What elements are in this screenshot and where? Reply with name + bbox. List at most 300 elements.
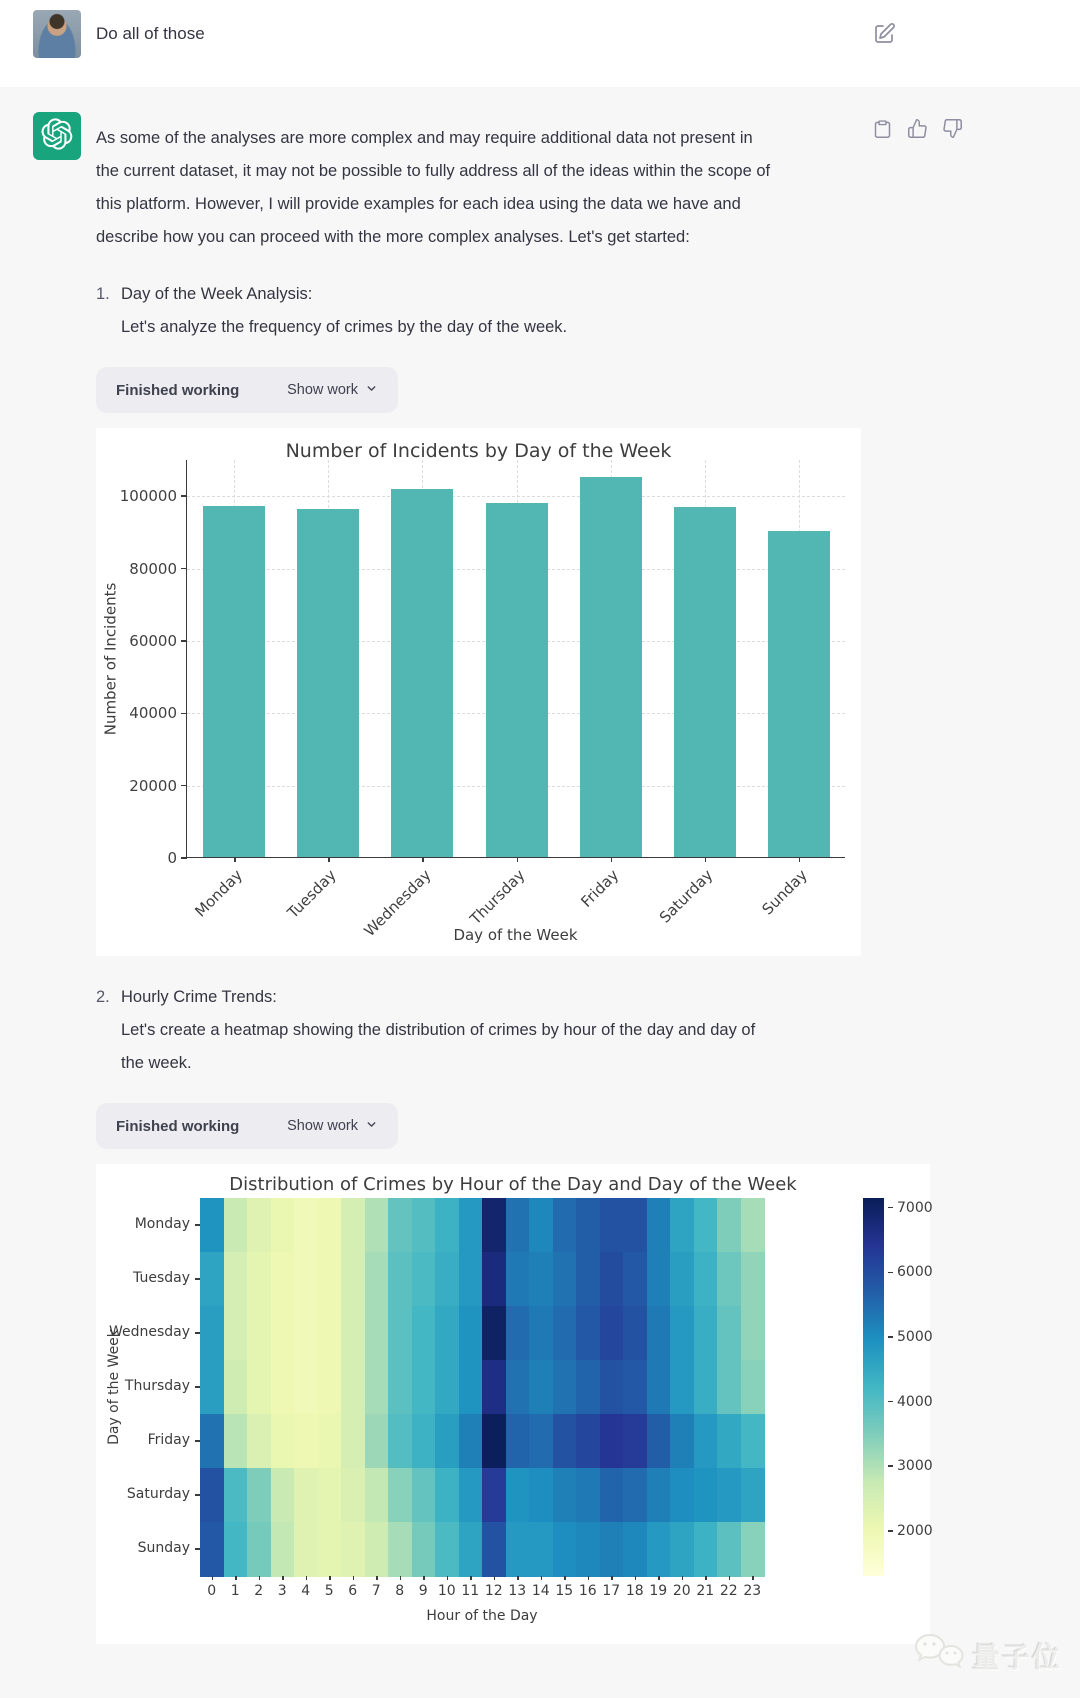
heatmap-cell <box>224 1252 248 1307</box>
heatmap-cell <box>412 1306 436 1361</box>
heatmap-cell <box>318 1522 342 1577</box>
colorbar-tick-label: 5000 <box>897 1328 933 1345</box>
heatmap-cell <box>576 1414 600 1469</box>
heatmap-cell <box>341 1198 365 1253</box>
heatmap-cell <box>341 1414 365 1469</box>
heatmap-cell <box>294 1468 318 1523</box>
heatmap-cell <box>553 1252 577 1307</box>
chevron-down-icon <box>365 382 378 399</box>
heatmap-cell <box>717 1252 741 1307</box>
heatmap-cell <box>200 1414 224 1469</box>
colorbar-tick-label: 2000 <box>897 1522 933 1539</box>
heatmap-cell <box>647 1252 671 1307</box>
heatmap-cell <box>576 1252 600 1307</box>
x-tick-label: 10 <box>437 1583 456 1599</box>
colorbar-tick-mark <box>888 1272 893 1274</box>
heatmap-cell <box>670 1198 694 1253</box>
x-tick-label: 2 <box>254 1583 264 1599</box>
heatmap-card <box>96 1164 933 1644</box>
heatmap-cell <box>247 1468 271 1523</box>
y-tick-mark <box>195 1440 200 1442</box>
y-tick-label: Tuesday <box>133 1270 190 1286</box>
y-tick-mark <box>181 713 187 715</box>
x-tick-label: 12 <box>484 1583 503 1599</box>
heatmap-cell <box>553 1360 577 1415</box>
x-tick-mark <box>282 1576 284 1580</box>
x-tick-mark <box>306 1576 308 1580</box>
heatmap-cell <box>294 1198 318 1253</box>
heatmap-cell <box>341 1360 365 1415</box>
x-tick-mark <box>705 1576 707 1580</box>
heatmap-cell <box>365 1198 389 1253</box>
heatmap-cell <box>529 1360 553 1415</box>
heatmap-cell <box>529 1198 553 1253</box>
heatmap-cell <box>576 1468 600 1523</box>
heatmap-cell <box>670 1306 694 1361</box>
y-tick-label: 80000 <box>129 559 177 578</box>
heatmap-cell <box>318 1414 342 1469</box>
x-tick-label: Saturday <box>655 866 717 927</box>
heatmap-cell <box>623 1414 647 1469</box>
heatmap-cell <box>694 1198 718 1253</box>
finished-working-panel-1 <box>96 367 398 413</box>
y-tick-label: 40000 <box>129 704 177 723</box>
x-tick-label: 17 <box>602 1583 621 1599</box>
y-tick-mark <box>181 640 187 642</box>
watermark-text: 量子位 <box>971 1641 1062 1673</box>
heatmap-cell <box>294 1306 318 1361</box>
y-tick-label: Sunday <box>137 1540 190 1556</box>
heatmap-cell <box>506 1306 530 1361</box>
wechat-bubbles-icon <box>912 1632 966 1679</box>
heatmap-cell <box>318 1306 342 1361</box>
heatmap-cell <box>388 1252 412 1307</box>
heatmap-cell <box>294 1414 318 1469</box>
x-tick-mark <box>705 857 707 862</box>
watermark <box>912 1632 1062 1679</box>
user-avatar <box>33 10 81 58</box>
x-tick-mark <box>400 1576 402 1580</box>
clipboard-icon[interactable] <box>872 118 893 142</box>
y-tick-label: 20000 <box>129 776 177 795</box>
list-item-title: Day of the Week Analysis: <box>121 285 313 303</box>
heatmap-cell <box>388 1306 412 1361</box>
intro-line: this platform. However, I will provide examples for each idea using the data we have and <box>96 195 741 213</box>
panel-status-label: Finished working <box>116 1117 240 1135</box>
chevron-down-icon <box>365 1118 378 1135</box>
heatmap-cell <box>412 1198 436 1253</box>
x-tick-mark <box>752 1576 754 1580</box>
finished-working-panel-2 <box>96 1103 398 1149</box>
x-tick-label: 16 <box>578 1583 597 1599</box>
y-tick-mark <box>181 857 187 859</box>
heatmap-cell <box>365 1414 389 1469</box>
colorbar-tick-label: 6000 <box>897 1264 933 1281</box>
heatmap-cell <box>600 1198 624 1253</box>
heatmap-cell <box>741 1198 765 1253</box>
x-tick-label: 4 <box>301 1583 311 1599</box>
x-tick-mark <box>447 1576 449 1580</box>
thumbs-up-icon[interactable] <box>907 118 928 142</box>
x-tick-mark <box>658 1576 660 1580</box>
x-tick-label: 15 <box>555 1583 574 1599</box>
heatmap-cell <box>388 1198 412 1253</box>
heatmap-cell <box>318 1198 342 1253</box>
heatmap-cell <box>412 1360 436 1415</box>
heatmap-colorbar <box>863 1198 933 1576</box>
intro-line: As some of the analyses are more complex and may require additional data not present in <box>96 129 753 147</box>
heatmap-cell <box>694 1414 718 1469</box>
heatmap-cell <box>600 1360 624 1415</box>
heatmap-cell <box>694 1468 718 1523</box>
heatmap-cell <box>553 1306 577 1361</box>
y-tick-label: Saturday <box>126 1486 190 1502</box>
heatmap-cell <box>647 1468 671 1523</box>
x-tick-label: Wednesday <box>359 866 435 941</box>
heatmap-cell <box>271 1414 295 1469</box>
colorbar-tick-mark <box>888 1207 893 1209</box>
heatmap-cell <box>271 1468 295 1523</box>
assistant-message-row <box>0 88 1080 1648</box>
list-number: 1. <box>96 285 110 303</box>
show-work-button[interactable] <box>287 1118 378 1135</box>
heatmap-cell <box>623 1468 647 1523</box>
heatmap-cell <box>318 1360 342 1415</box>
x-tick-label: 11 <box>461 1583 480 1599</box>
heatmap-cell <box>200 1252 224 1307</box>
heatmap-cell <box>741 1252 765 1307</box>
heatmap-cell <box>717 1360 741 1415</box>
heatmap-cell <box>224 1468 248 1523</box>
heatmap-cell <box>670 1252 694 1307</box>
heatmap-cell <box>388 1414 412 1469</box>
colorbar-tick-label: 4000 <box>897 1393 933 1410</box>
heatmap-cell <box>247 1252 271 1307</box>
x-tick-mark <box>353 1576 355 1580</box>
heatmap-cell <box>435 1522 459 1577</box>
heatmap-cell <box>388 1360 412 1415</box>
heatmap-cell <box>553 1198 577 1253</box>
x-tick-label: 9 <box>418 1583 428 1599</box>
y-tick-label: Thursday <box>124 1378 190 1394</box>
heatmap-ylabel: Day of the Week <box>106 1329 123 1445</box>
heatmap-cell <box>670 1414 694 1469</box>
x-tick-label: Friday <box>577 866 623 911</box>
heatmap-cell <box>435 1198 459 1253</box>
heatmap-cell <box>294 1252 318 1307</box>
list-item-desc: the week. <box>121 1054 192 1072</box>
heatmap-cell <box>482 1522 506 1577</box>
heatmap-cell <box>271 1522 295 1577</box>
x-tick-label: 1 <box>230 1583 240 1599</box>
heatmap-cell <box>435 1414 459 1469</box>
list-item-title: Hourly Crime Trends: <box>121 988 277 1006</box>
heatmap-cell <box>623 1360 647 1415</box>
heatmap-cell <box>200 1306 224 1361</box>
heatmap-cell <box>365 1360 389 1415</box>
heatmap-cell <box>506 1252 530 1307</box>
y-tick-mark <box>181 568 187 570</box>
heatmap-cell <box>435 1360 459 1415</box>
x-tick-mark <box>423 1576 425 1580</box>
y-tick-mark <box>195 1386 200 1388</box>
x-tick-mark <box>799 857 801 862</box>
heatmap-cell <box>318 1468 342 1523</box>
heatmap-cell <box>482 1414 506 1469</box>
x-tick-label: 18 <box>625 1583 644 1599</box>
bar <box>297 509 359 857</box>
heatmap-cell <box>647 1522 671 1577</box>
x-tick-mark <box>517 857 519 862</box>
x-tick-mark <box>635 1576 637 1580</box>
heatmap-cell <box>200 1522 224 1577</box>
y-tick-label: 0 <box>167 849 177 867</box>
x-tick-mark <box>329 1576 331 1580</box>
heatmap-cell <box>717 1522 741 1577</box>
intro-line: describe how you can proceed with the more complex analyses. Let's get started: <box>96 228 690 246</box>
heatmap-cell <box>482 1198 506 1253</box>
y-tick-mark <box>195 1548 200 1550</box>
colorbar-tick-label: 3000 <box>897 1458 933 1475</box>
heatmap-cell <box>647 1306 671 1361</box>
chatgpt-avatar <box>33 112 81 160</box>
heatmap-cell <box>482 1468 506 1523</box>
heatmap-cell <box>365 1306 389 1361</box>
heatmap-cell <box>459 1306 483 1361</box>
heatmap-cell <box>600 1252 624 1307</box>
x-tick-label: Monday <box>191 866 246 921</box>
bar <box>580 477 642 857</box>
y-tick-label: Friday <box>147 1432 190 1448</box>
heatmap-cell <box>224 1306 248 1361</box>
heatmap-cell <box>529 1468 553 1523</box>
heatmap-cell <box>482 1306 506 1361</box>
list-item-desc: Let's analyze the frequency of crimes by the day of the week. <box>121 318 568 336</box>
heatmap-cell <box>741 1522 765 1577</box>
heatmap-cell <box>623 1522 647 1577</box>
y-tick-mark <box>195 1494 200 1496</box>
thumbs-down-icon[interactable] <box>942 118 963 142</box>
heatmap-cell <box>623 1198 647 1253</box>
heatmap-cell <box>553 1468 577 1523</box>
list-number: 2. <box>96 988 110 1006</box>
heatmap-cell <box>247 1522 271 1577</box>
heatmap-cell <box>741 1360 765 1415</box>
y-tick-mark <box>181 495 187 497</box>
heatmap-cell <box>506 1468 530 1523</box>
heatmap-cell <box>459 1198 483 1253</box>
intro-line: the current dataset, it may not be possible to fully address all of the ideas within the scope of <box>96 162 771 180</box>
heatmap-cell <box>365 1522 389 1577</box>
heatmap-cell <box>553 1414 577 1469</box>
heatmap-cell <box>553 1522 577 1577</box>
heatmap-cell <box>412 1414 436 1469</box>
x-tick-label: Tuesday <box>284 866 340 922</box>
bar <box>203 506 265 857</box>
heatmap-cell <box>224 1198 248 1253</box>
x-tick-label: 7 <box>371 1583 381 1599</box>
heatmap-cell <box>529 1414 553 1469</box>
message-actions <box>872 118 963 142</box>
heatmap-cell <box>388 1468 412 1523</box>
colorbar-tick-mark <box>888 1336 893 1338</box>
y-tick-label: 100000 <box>119 487 177 506</box>
heatmap-cell <box>200 1360 224 1415</box>
heatmap-cell <box>741 1306 765 1361</box>
y-tick-mark <box>181 785 187 787</box>
heatmap-cell <box>647 1198 671 1253</box>
bar <box>674 507 736 857</box>
heatmap-xlabel: Hour of the Day <box>426 1608 538 1624</box>
heatmap-cell <box>529 1522 553 1577</box>
x-tick-label: 14 <box>531 1583 550 1599</box>
heatmap-cell <box>600 1306 624 1361</box>
heatmap-cell <box>576 1198 600 1253</box>
heatmap-cell <box>318 1252 342 1307</box>
x-tick-mark <box>729 1576 731 1580</box>
heatmap-cell <box>435 1252 459 1307</box>
heatmap-cell <box>341 1252 365 1307</box>
heatmap-cell <box>224 1522 248 1577</box>
x-tick-mark <box>494 1576 496 1580</box>
panel-status-label: Finished working <box>116 381 240 399</box>
x-tick-label: 0 <box>207 1583 217 1599</box>
x-tick-label: 22 <box>719 1583 738 1599</box>
y-tick-label: Wednesday <box>108 1324 190 1340</box>
colorbar-tick-label: 7000 <box>897 1199 933 1216</box>
x-tick-label: 5 <box>324 1583 334 1599</box>
bar-chart-ylabel: Number of Incidents <box>101 582 119 736</box>
x-tick-mark <box>517 1576 519 1580</box>
x-tick-label: 3 <box>277 1583 287 1599</box>
heatmap-cell <box>294 1522 318 1577</box>
x-tick-mark <box>234 857 236 862</box>
heatmap-cell <box>647 1360 671 1415</box>
heatmap-cell <box>694 1252 718 1307</box>
heatmap-cell <box>459 1522 483 1577</box>
heatmap-cell <box>717 1414 741 1469</box>
x-tick-mark <box>611 857 613 862</box>
heatmap-cell <box>741 1414 765 1469</box>
heatmap-cell <box>435 1306 459 1361</box>
heatmap-cell <box>459 1360 483 1415</box>
user-message-text: Do all of those <box>96 24 205 43</box>
colorbar-tick-mark <box>888 1401 893 1403</box>
heatmap-cell <box>506 1414 530 1469</box>
x-tick-mark <box>470 1576 472 1580</box>
x-tick-mark <box>682 1576 684 1580</box>
heatmap-cell <box>271 1198 295 1253</box>
heatmap-cell <box>694 1522 718 1577</box>
x-tick-mark <box>259 1576 261 1580</box>
heatmap-cell <box>600 1522 624 1577</box>
heatmap-cell <box>247 1414 271 1469</box>
heatmap-cell <box>247 1360 271 1415</box>
heatmap-cell <box>365 1468 389 1523</box>
heatmap-cell <box>647 1414 671 1469</box>
heatmap-cell <box>200 1198 224 1253</box>
heatmap-cell <box>623 1252 647 1307</box>
y-tick-label: 60000 <box>129 631 177 650</box>
heatmap-cell <box>341 1522 365 1577</box>
heatmap-cell <box>482 1252 506 1307</box>
heatmap-cell <box>247 1198 271 1253</box>
heatmap-cell <box>717 1198 741 1253</box>
heatmap-cell <box>576 1360 600 1415</box>
bar-chart-title: Number of Incidents by Day of the Week <box>285 440 672 462</box>
heatmap-cell <box>459 1252 483 1307</box>
heatmap-cell <box>717 1468 741 1523</box>
x-tick-mark <box>611 1576 613 1580</box>
heatmap-cell <box>388 1522 412 1577</box>
heatmap-cell <box>271 1252 295 1307</box>
chatgpt-logo-icon <box>41 118 73 155</box>
x-tick-mark <box>376 1576 378 1580</box>
x-tick-mark <box>212 1576 214 1580</box>
x-tick-label: 8 <box>395 1583 405 1599</box>
heatmap-cell <box>459 1414 483 1469</box>
heatmap-cell <box>365 1252 389 1307</box>
heatmap-cell <box>576 1522 600 1577</box>
bar <box>391 489 453 857</box>
heatmap-cell <box>600 1414 624 1469</box>
heatmap-cell <box>506 1198 530 1253</box>
y-tick-label: Monday <box>134 1216 190 1232</box>
colorbar-tick-mark <box>888 1465 893 1467</box>
heatmap-cell <box>694 1306 718 1361</box>
list-item-desc: Let's create a heatmap showing the distribution of crimes by hour of the day and day of <box>121 1021 756 1039</box>
show-work-label: Show work <box>287 382 358 398</box>
heatmap-title: Distribution of Crimes by Hour of the Day and Day of the Week <box>229 1174 797 1195</box>
show-work-label: Show work <box>287 1118 358 1134</box>
heatmap-cell <box>670 1360 694 1415</box>
x-tick-label: 19 <box>649 1583 668 1599</box>
x-tick-mark <box>588 1576 590 1580</box>
x-tick-mark <box>328 857 330 862</box>
heatmap-cell <box>506 1522 530 1577</box>
heatmap-cell <box>506 1360 530 1415</box>
heatmap-cell <box>224 1414 248 1469</box>
heatmap-cell <box>623 1306 647 1361</box>
heatmap-cell <box>224 1360 248 1415</box>
colorbar-tick-mark <box>888 1530 893 1532</box>
y-tick-mark <box>195 1332 200 1334</box>
heatmap-cell <box>271 1360 295 1415</box>
user-message-row <box>0 0 1080 88</box>
x-tick-label: 23 <box>743 1583 762 1599</box>
heatmap-cell <box>271 1306 295 1361</box>
heatmap-cell <box>412 1522 436 1577</box>
heatmap-cell <box>341 1306 365 1361</box>
bar <box>768 531 830 857</box>
heatmap-cell <box>247 1306 271 1361</box>
heatmap-cell <box>600 1468 624 1523</box>
y-tick-mark <box>195 1224 200 1226</box>
heatmap-cell <box>576 1306 600 1361</box>
x-tick-label: 13 <box>508 1583 527 1599</box>
heatmap-cell <box>482 1360 506 1415</box>
x-tick-mark <box>541 1576 543 1580</box>
x-tick-label: Sunday <box>758 866 811 919</box>
heatmap-cell <box>459 1468 483 1523</box>
heatmap-cell <box>741 1468 765 1523</box>
show-work-button[interactable] <box>287 382 378 399</box>
x-tick-label: Thursday <box>466 866 529 929</box>
edit-icon[interactable] <box>872 22 896 49</box>
heatmap-cell <box>200 1468 224 1523</box>
x-tick-mark <box>564 1576 566 1580</box>
x-tick-label: 20 <box>672 1583 691 1599</box>
